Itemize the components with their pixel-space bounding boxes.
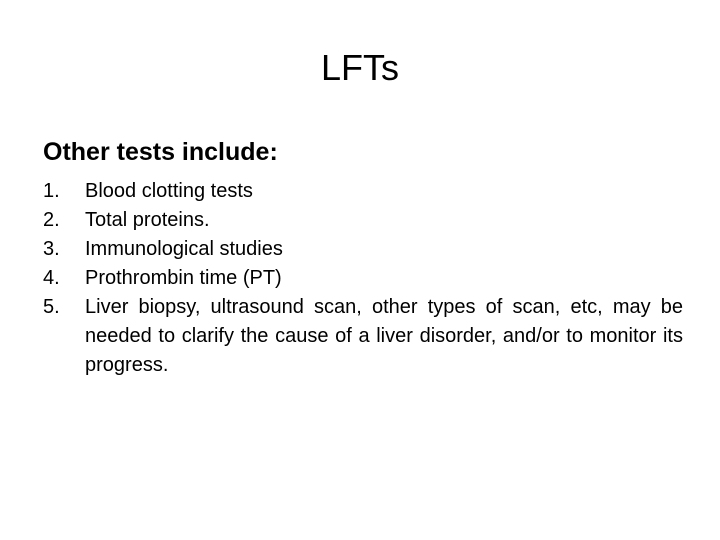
slide-title: LFTs xyxy=(320,47,399,88)
list-item xyxy=(43,206,683,235)
list-item-number: 2. xyxy=(43,209,60,231)
list-item-text: Liver biopsy, ultrasound scan, other types of scan, etc, may be needed to clarify the cause of a liver disorder, and/or to monitor its progress. xyxy=(85,296,683,376)
list-item xyxy=(43,177,683,206)
list-item-text: Blood clotting tests xyxy=(85,180,253,202)
list-item xyxy=(43,293,683,380)
list-item-text: Prothrombin time (PT) xyxy=(85,267,282,289)
list-item xyxy=(43,235,683,264)
list-item-text: Total proteins. xyxy=(85,209,210,231)
numbered-list xyxy=(43,177,683,380)
list-item-number: 4. xyxy=(43,267,60,289)
list-item xyxy=(43,264,683,293)
list-item-number: 1. xyxy=(43,180,60,202)
list-item-number: 5. xyxy=(43,296,60,318)
section-heading: Other tests include: xyxy=(43,138,278,166)
list-item-text: Immunological studies xyxy=(85,238,283,260)
list-item-number: 3. xyxy=(43,238,60,260)
